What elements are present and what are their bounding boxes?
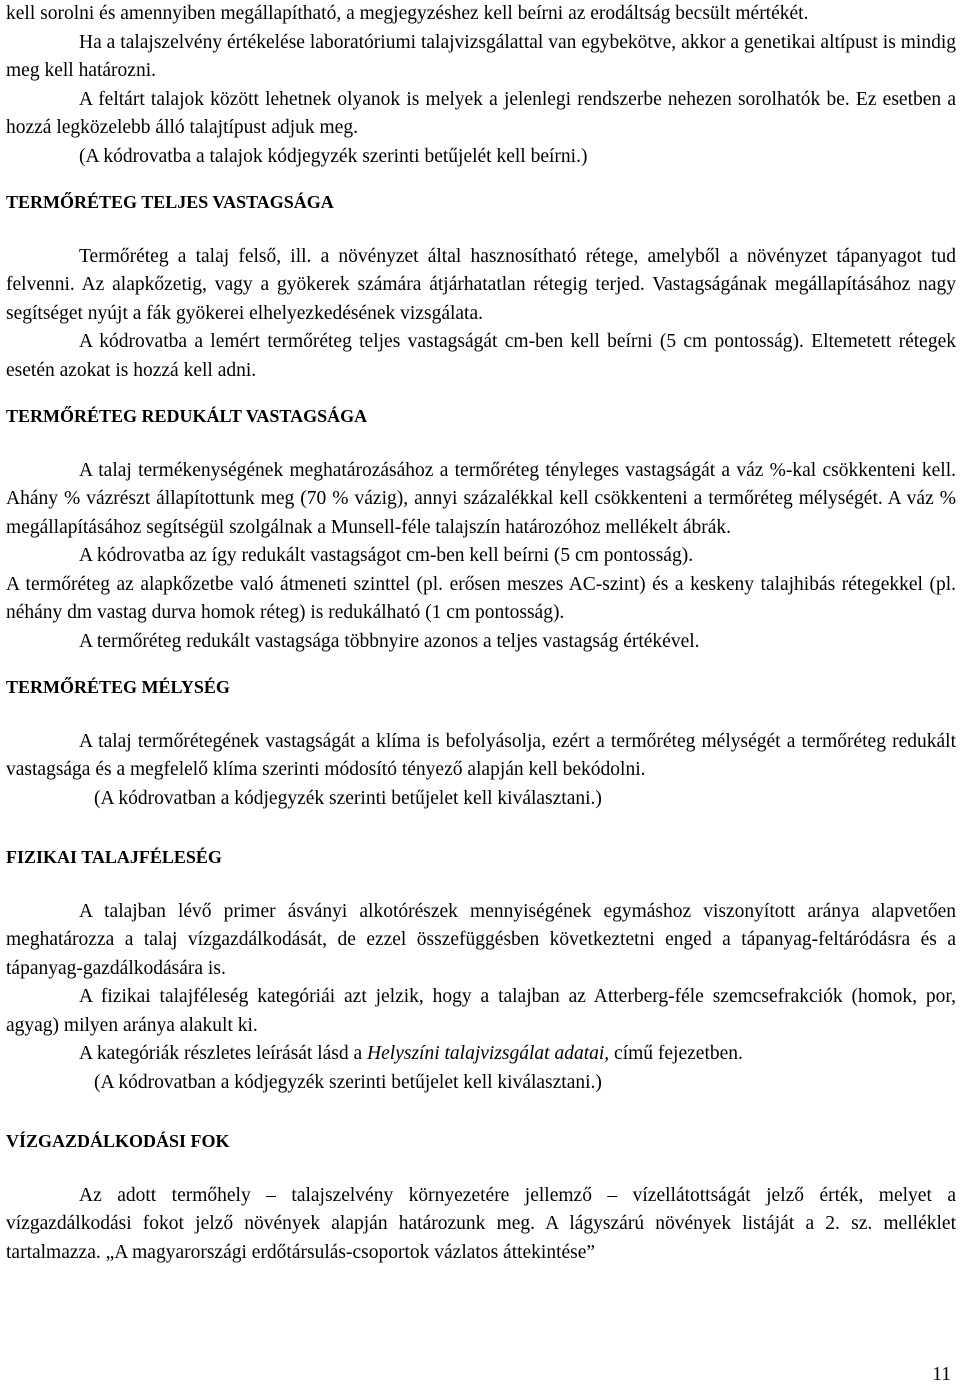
section-4-note: (A kódrovatban a kódjegyzék szerinti betűjelet kell kiválasztani.) (94, 1071, 602, 1093)
section-heading-teljes-vastagsag: TERMŐRÉTEG TELJES VASTAGSÁGA (6, 192, 334, 212)
section-4-paragraph-1: A talajban lévő primer ásványi alkotórészek mennyiségének egymáshoz viszonyított aránya alapvetően meghatározza a talaj vízgazdálkodását, de ezzel összefüggésben következtetni enged a tápanyag-feltáródásra és a tápanyag-gazdálkodására is. (6, 900, 956, 979)
section-heading-fizikai-talajfeleseg: FIZIKAI TALAJFÉLESÉG (6, 847, 222, 867)
section-2-paragraph-1: A talaj termékenységének meghatározásához a termőréteg tényleges vastagságát a váz %-kal csökkenteni kell. Ahány % vázrészt állapítottunk meg (70 % vázig), annyi százalékkal kell csökkenteni a termőréteg mélységét. A váz % megállapításához segítségül szolgálnak a Munsell-féle talajszín határozóhoz mellékelt ábrák. (6, 459, 956, 538)
section-5-paragraph-1: Az adott termőhely – talajszelvény környezetére jellemző – vízellátottságát jelző érték, melyet a vízgazdálkodási fokot jelző növények alapján határozunk meg. A lágyszárú növények listáját a 2. sz. melléklet tartalmazza. „A magyarországi erdőtársulás-csoportok vázlatos áttekintése” (6, 1184, 956, 1263)
section-4-reference-after: című fejezetben. (609, 1043, 743, 1064)
section-4-paragraph-2: A fizikai talajféleség kategóriái azt jelzik, hogy a talajban az Atterberg-féle szemcsefrakciók (homok, por, agyag) milyen aránya alakult ki. (6, 986, 956, 1036)
section-heading-melyseg: TERMŐRÉTEG MÉLYSÉG (6, 677, 230, 697)
section-2-paragraph-3: A termőréteg az alapkőzetbe való átmeneti szinttel (pl. erősen meszes AC-szint) és a keskeny talajhibás rétegekkel (pl. néhány dm vastag durva homok réteg) is redukálható (1 cm pontosság). (6, 573, 956, 623)
intro-paragraph-2: Ha a talajszelvény értékelése laboratóriumi talajvizsgálattal van egybekötve, akkor a genetikai altípust is mindig meg kell határozni. (6, 31, 956, 81)
intro-paragraph-4: (A kódrovatba a talajok kódjegyzék szerinti betűjelét kell beírni.) (79, 145, 588, 167)
section-2-paragraph-2: A kódrovatba az így redukált vastagságot cm-ben kell beírni (5 cm pontosság). (79, 545, 694, 566)
section-3-note: (A kódrovatban a kódjegyzék szerinti betűjelet kell kiválasztani.) (94, 787, 602, 809)
page-number: 11 (932, 1364, 951, 1385)
intro-paragraph-1: kell sorolni és amennyiben megállapítható, a megjegyzéshez kell beírni az erodáltság becsült mértékét. (6, 3, 809, 24)
section-4-reference-before: A kategóriák részletes leírását lásd a (79, 1043, 368, 1064)
section-3-paragraph-1: A talaj termőrétegének vastagságát a klíma is befolyásolja, ezért a termőréteg mélységét a termőréteg redukált vastagsága és a megfelelő klíma szerinti módosító tényező alapján kell bekódolni. (6, 730, 956, 780)
section-4-reference (6, 1040, 956, 1069)
intro-paragraph-3: A feltárt talajok között lehetnek olyanok is melyek a jelenlegi rendszerbe nehezen sorolhatók be. Ez esetben a hozzá legközelebb álló talajtípust adjuk meg. (6, 88, 956, 138)
section-heading-redukalt-vastagsag: TERMŐRÉTEG REDUKÁLT VASTAGSÁGA (6, 406, 368, 426)
section-1-paragraph-2: A kódrovatba a lemért termőréteg teljes vastagságát cm-ben kell beírni (5 cm pontosság). Eltemetett rétegek esetén azokat is hozzá kell adni. (6, 331, 956, 381)
section-heading-vizgazdalkodasi-fok: VÍZGAZDÁLKODÁSI FOK (6, 1131, 230, 1151)
section-4-reference-title: Helyszíni talajvizsgálat adatai, (367, 1043, 610, 1064)
section-2-paragraph-4: A termőréteg redukált vastagsága többnyire azonos a teljes vastagság értékével. (79, 630, 700, 652)
document-page (6, 0, 956, 1267)
section-1-paragraph-1: Termőréteg a talaj felső, ill. a növényzet által hasznosítható rétege, amelyből a növényzet tápanyagot tud felvenni. Az alapkőzetig, vagy a gyökerek számára átjárhatatlan rétegig terjed. Vastagságának megállapításához nagy segítséget nyújt a fák gyökerei elhelyezkedésének vizsgálata. (6, 245, 956, 324)
